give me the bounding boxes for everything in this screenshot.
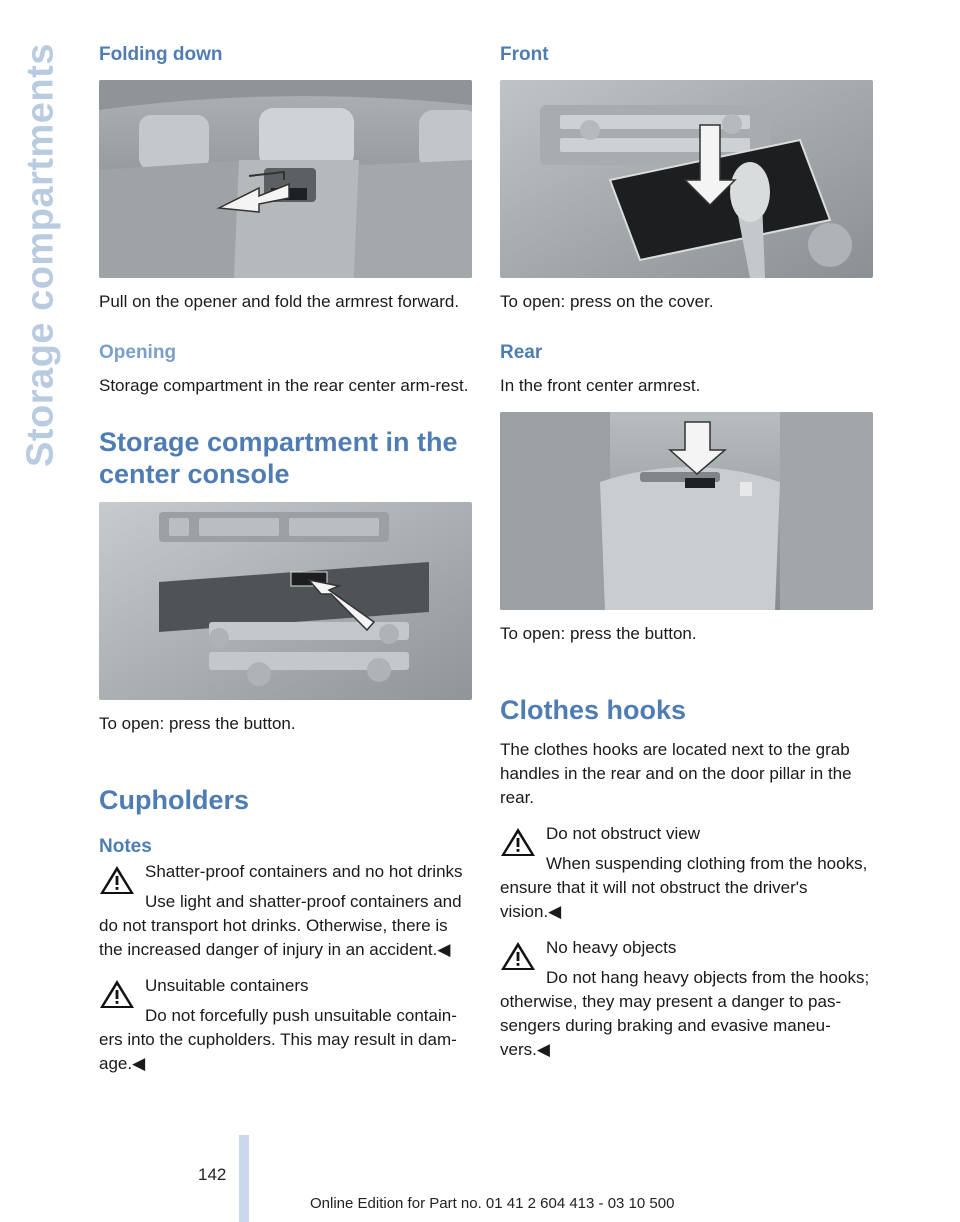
opening-text: Storage compartment in the rear center arm-rest. <box>99 376 469 395</box>
console-heading: Storage compartment in the center console <box>99 427 458 489</box>
warning-obstruct-view <box>500 822 873 924</box>
warning-triangle-icon <box>99 978 135 1010</box>
rear-text: In the front center armrest. <box>500 376 701 395</box>
center-console-illustration <box>99 502 472 700</box>
opening-heading: Opening <box>99 342 177 363</box>
warning-triangle-icon <box>500 940 536 972</box>
front-cupholder-illustration <box>500 80 873 278</box>
page-number: 142 <box>198 1165 227 1184</box>
edition-note: Online Edition for Part no. 01 41 2 604 413 - 03 10 500 <box>310 1195 675 1212</box>
side-tab <box>18 40 64 470</box>
warning-shatter-proof <box>99 860 472 962</box>
warning-title: No heavy objects <box>546 938 677 957</box>
warning-body: Do not forcefully push unsuitable contain-ers into the cupholders. This may result in dam-age.◀ <box>99 1006 457 1073</box>
folding-heading: Folding down <box>99 44 223 65</box>
rear-cupholder-illustration <box>500 412 873 610</box>
right-column <box>500 44 873 1062</box>
left-column <box>99 44 472 1076</box>
hooks-heading: Clothes hooks <box>500 695 687 725</box>
rear-armrest-illustration <box>99 80 472 278</box>
rear-caption: To open: press the button. <box>500 624 697 643</box>
folding-caption: Pull on the opener and fold the armrest forward. <box>99 292 460 311</box>
console-caption: To open: press the button. <box>99 714 296 733</box>
front-heading: Front <box>500 44 549 65</box>
front-caption: To open: press on the cover. <box>500 292 714 311</box>
footer-accent-bar <box>239 1135 249 1222</box>
notes-heading: Notes <box>99 836 152 857</box>
warning-triangle-icon <box>99 864 135 896</box>
cupholders-heading: Cupholders <box>99 785 250 815</box>
warning-title: Shatter-proof containers and no hot drinks <box>145 862 463 881</box>
warning-unsuitable-containers <box>99 974 472 1076</box>
rear-heading: Rear <box>500 342 543 363</box>
warning-body: Use light and shatter-proof containers and do not transport hot drinks. Otherwise, there is the increased danger of injury in an accident.◀ <box>99 892 462 959</box>
hooks-text: The clothes hooks are located next to the grab handles in the rear and on the door pillar in the rear. <box>500 740 852 807</box>
warning-title: Do not obstruct view <box>546 824 701 843</box>
warning-heavy-objects <box>500 936 873 1062</box>
warning-body: When suspending clothing from the hooks, ensure that it will not obstruct the driver's vision.◀ <box>500 854 868 921</box>
warning-body: Do not hang heavy objects from the hooks; otherwise, they may present a danger to pas-sengers during braking and evasive maneu-vers.◀ <box>500 968 870 1059</box>
warning-title: Unsuitable containers <box>145 976 309 995</box>
side-tab-label: Storage compartments <box>19 43 62 467</box>
warning-triangle-icon <box>500 826 536 858</box>
